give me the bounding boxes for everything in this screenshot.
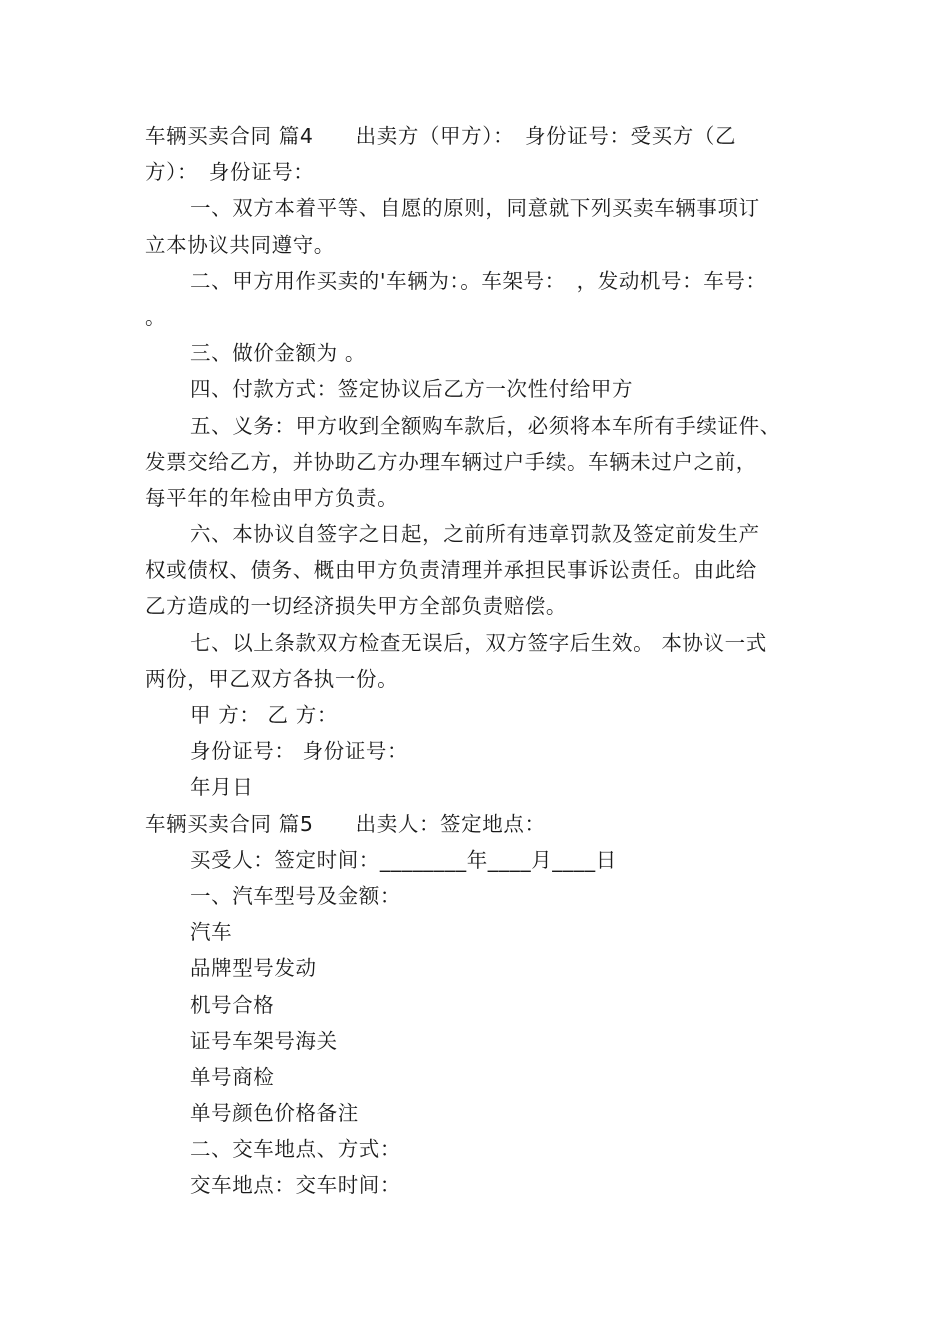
text-line: 七、以上条款双方检查无误后，双方签字后生效。 本协议一式 — [190, 630, 767, 655]
text-line: 四、付款方式：签定协议后乙方一次性付给甲方 — [190, 377, 634, 402]
text-line: 发票交给乙方，并协助乙方办理车辆过户手续。车辆未过户之前， — [145, 449, 757, 474]
section-heading: 二、交车地点、方式： — [190, 1137, 401, 1162]
text-line: 。 — [145, 304, 167, 329]
text-line: 两份，甲乙双方各执一份。 — [145, 666, 399, 691]
text-line: 证号车架号海关 — [190, 1028, 338, 1053]
text-line: 立本协议共同遵守。 — [145, 232, 335, 257]
signature-parties-line: 甲 方： 乙 方： — [190, 703, 338, 727]
text-line: 交车地点：交车时间： — [190, 1173, 401, 1198]
text-line: 六、本协议自签字之日起，之前所有违章罚款及签定前发生产 — [190, 522, 760, 547]
text-line: 单号商检 — [190, 1064, 275, 1089]
text-line: 三、做价金额为 。 — [190, 341, 366, 366]
text-line: 汽车 — [190, 920, 233, 945]
text-line: 五、义务：甲方收到全额购车款后，必须将本车所有手续证件、 — [190, 413, 781, 438]
text-line: 车辆买卖合同 篇4 出卖方（甲方）： 身份证号：受买方（乙 — [145, 124, 737, 148]
text-line: 二、甲方用作买卖的'车辆为：。车架号： ，发动机号：车号： — [190, 268, 767, 293]
section-heading: 一、汽车型号及金额： — [190, 883, 401, 908]
text-line: 一、双方本着平等、自愿的原则，同意就下列买卖车辆事项订 — [190, 196, 760, 221]
text-line: 权或债权、债务、概由甲方负责清理并承担民事诉讼责任。由此给 — [145, 558, 757, 583]
text-line: 乙方造成的一切经济损失甲方全部负责赔偿。 — [145, 594, 567, 619]
contract-heading: 车辆买卖合同 篇5 出卖人：签定地点： — [145, 811, 546, 836]
text-line: 买受人：签定时间：________年____月____日 — [190, 847, 617, 872]
text-line: 机号合格 — [190, 992, 275, 1017]
text-line: 品牌型号发动 — [190, 956, 317, 981]
text-line: 方）： 身份证号： — [145, 160, 315, 185]
text-line: 每平年的年检由甲方负责。 — [145, 485, 399, 510]
contract-body — [145, 118, 815, 1204]
signature-id-line: 身份证号： 身份证号： — [190, 739, 409, 764]
signature-date-line: 年月日 — [190, 775, 254, 800]
text-line: 单号颜色价格备注 — [190, 1101, 359, 1126]
